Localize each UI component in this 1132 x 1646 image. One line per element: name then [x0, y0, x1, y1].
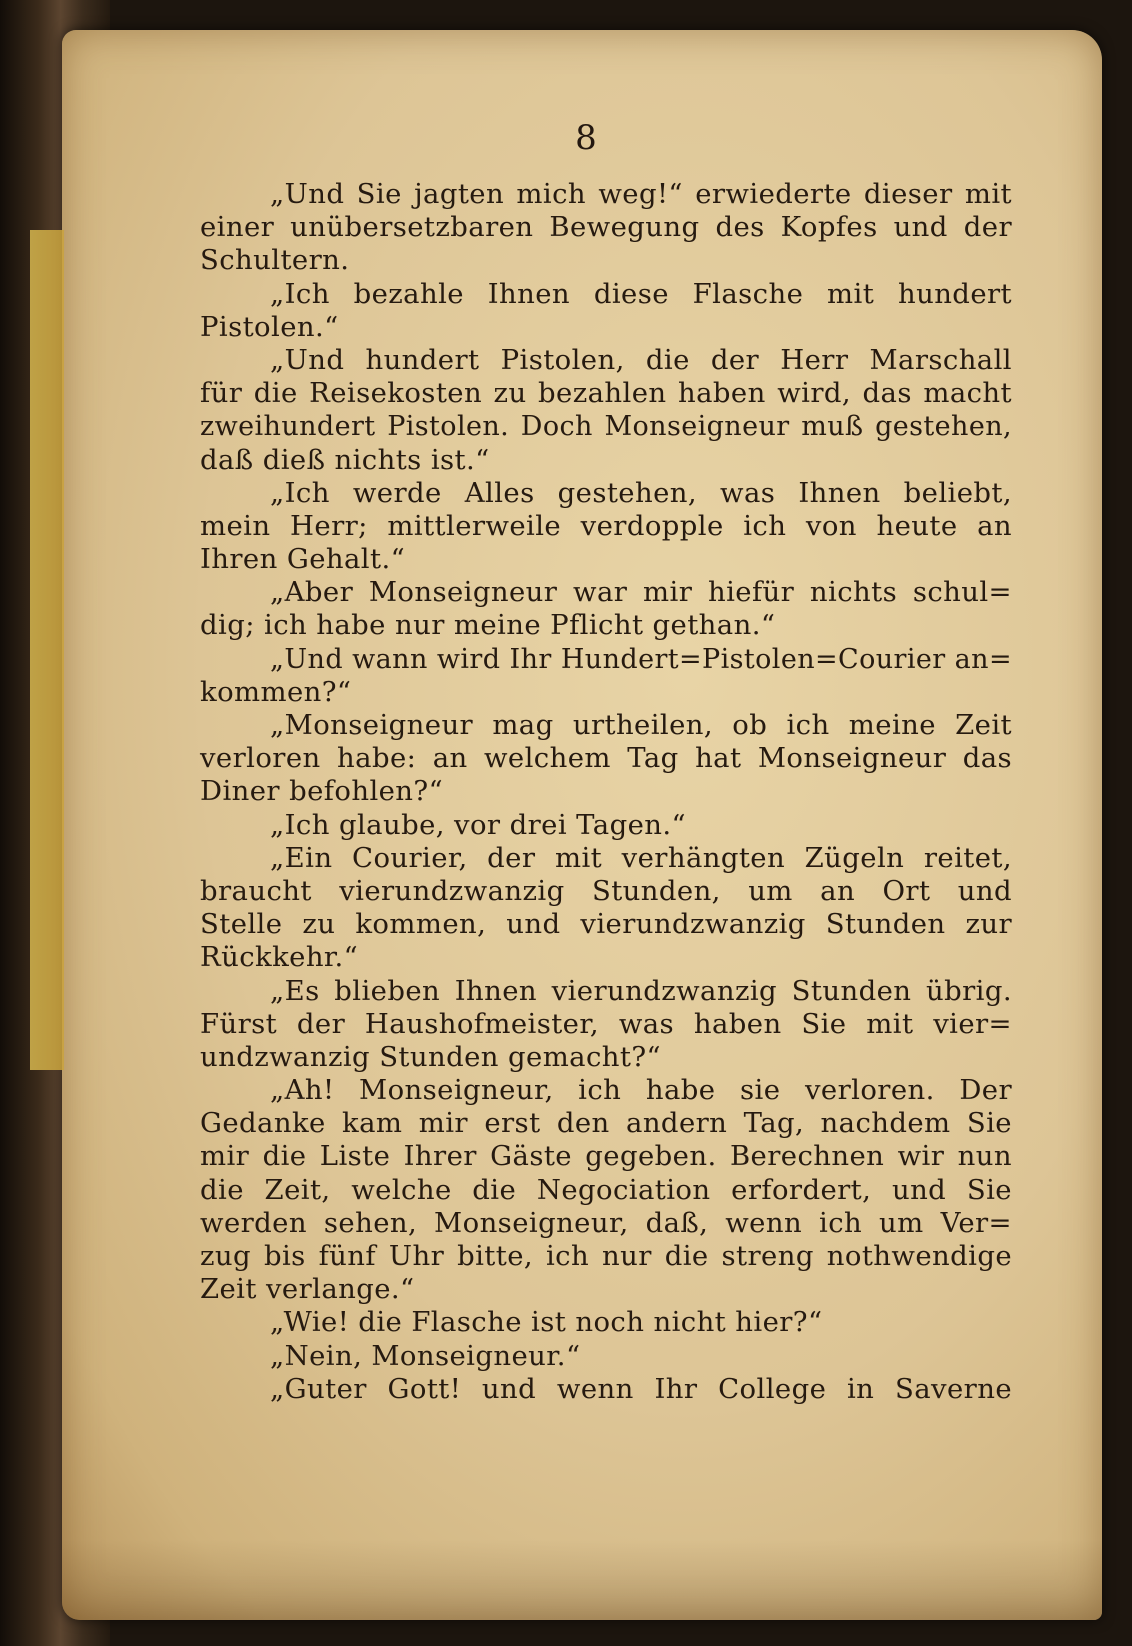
text-line: zweihundert Pistolen. Doch Monseigneur muß gestehen, [200, 411, 1012, 443]
text-line: „Ich werde Alles gestehen, was Ihnen beliebt, [270, 476, 1012, 509]
text-line: „Und Sie jagten mich weg!“ erwiederte dieser mit [270, 178, 1012, 210]
text-line: Diner befohlen?“ [200, 775, 444, 808]
text-line: verloren habe: an welchem Tag hat Monseigneur das [200, 742, 1012, 775]
text-line: Pistolen.“ [200, 310, 339, 343]
text-line: undzwanzig Stunden gemacht?“ [200, 1040, 661, 1073]
text-line: „Ich glaube, vor drei Tagen.“ [270, 808, 686, 841]
body-text [200, 178, 1012, 1406]
text-line: Rückkehr.“ [200, 941, 359, 974]
gutter-stain [30, 230, 64, 1070]
text-line: braucht vierundzwanzig Stunden, um an Ort und [200, 874, 1012, 907]
text-line: mir die Liste Ihrer Gäste gegeben. Berechnen wir nun [200, 1140, 1012, 1173]
text-line: einer unübersetzbaren Bewegung des Kopfes und der [200, 211, 1012, 244]
text-line: Ihren Gehalt.“ [200, 543, 406, 576]
text-line: Fürst der Haushofmeister, was haben Sie mit vier= [200, 1007, 1012, 1040]
text-line: für die Reisekosten zu bezahlen haben wird, das macht [200, 377, 1012, 410]
text-line: daß dieß nichts ist.“ [200, 443, 490, 476]
text-line: Stelle zu kommen, und vierundzwanzig Stunden zur [200, 908, 1012, 941]
text-line: zug bis fünf Uhr bitte, ich nur die streng nothwendige [200, 1240, 1012, 1272]
text-line: „Ich bezahle Ihnen diese Flasche mit hundert [270, 277, 1012, 310]
text-line: Gedanke kam mir erst den andern Tag, nachdem Sie [200, 1107, 1012, 1140]
text-line: mein Herr; mittlerweile verdopple ich von heute an [200, 509, 1012, 542]
text-line: „Und wann wird Ihr Hundert=Pistolen=Courier an= [270, 643, 1012, 675]
text-line: dig; ich habe nur meine Pflicht gethan.“ [200, 609, 776, 642]
text-line: „Nein, Monseigneur.“ [270, 1339, 581, 1372]
page-shading [62, 1540, 1102, 1620]
text-line: werden sehen, Monseigneur, daß, wenn ich um Ver= [200, 1206, 1012, 1239]
text-line: „Monseigneur mag urtheilen, ob ich meine Zeit [270, 709, 1012, 741]
text-line: Schultern. [200, 244, 350, 277]
text-line: „Aber Monseigneur war mir hiefür nichts schul= [270, 576, 1012, 609]
text-line: „Es blieben Ihnen vierundzwanzig Stunden übrig. [270, 974, 1012, 1007]
text-line: „Wie! die Flasche ist noch nicht hier?“ [270, 1306, 823, 1339]
text-line: „Ein Courier, der mit verhängten Zügeln reitet, [270, 841, 1012, 874]
text-line: Zeit verlange.“ [200, 1273, 415, 1306]
text-line: „Guter Gott! und wenn Ihr College in Saverne [270, 1372, 1012, 1405]
text-line: „Ah! Monseigneur, ich habe sie verloren. Der [270, 1074, 1012, 1107]
text-line: „Und hundert Pistolen, die der Herr Marschall [270, 343, 1012, 376]
text-line: kommen?“ [200, 675, 352, 708]
page-number: 8 [575, 118, 597, 158]
text-line: die Zeit, welche die Negociation erfordert, und Sie [200, 1173, 1012, 1206]
